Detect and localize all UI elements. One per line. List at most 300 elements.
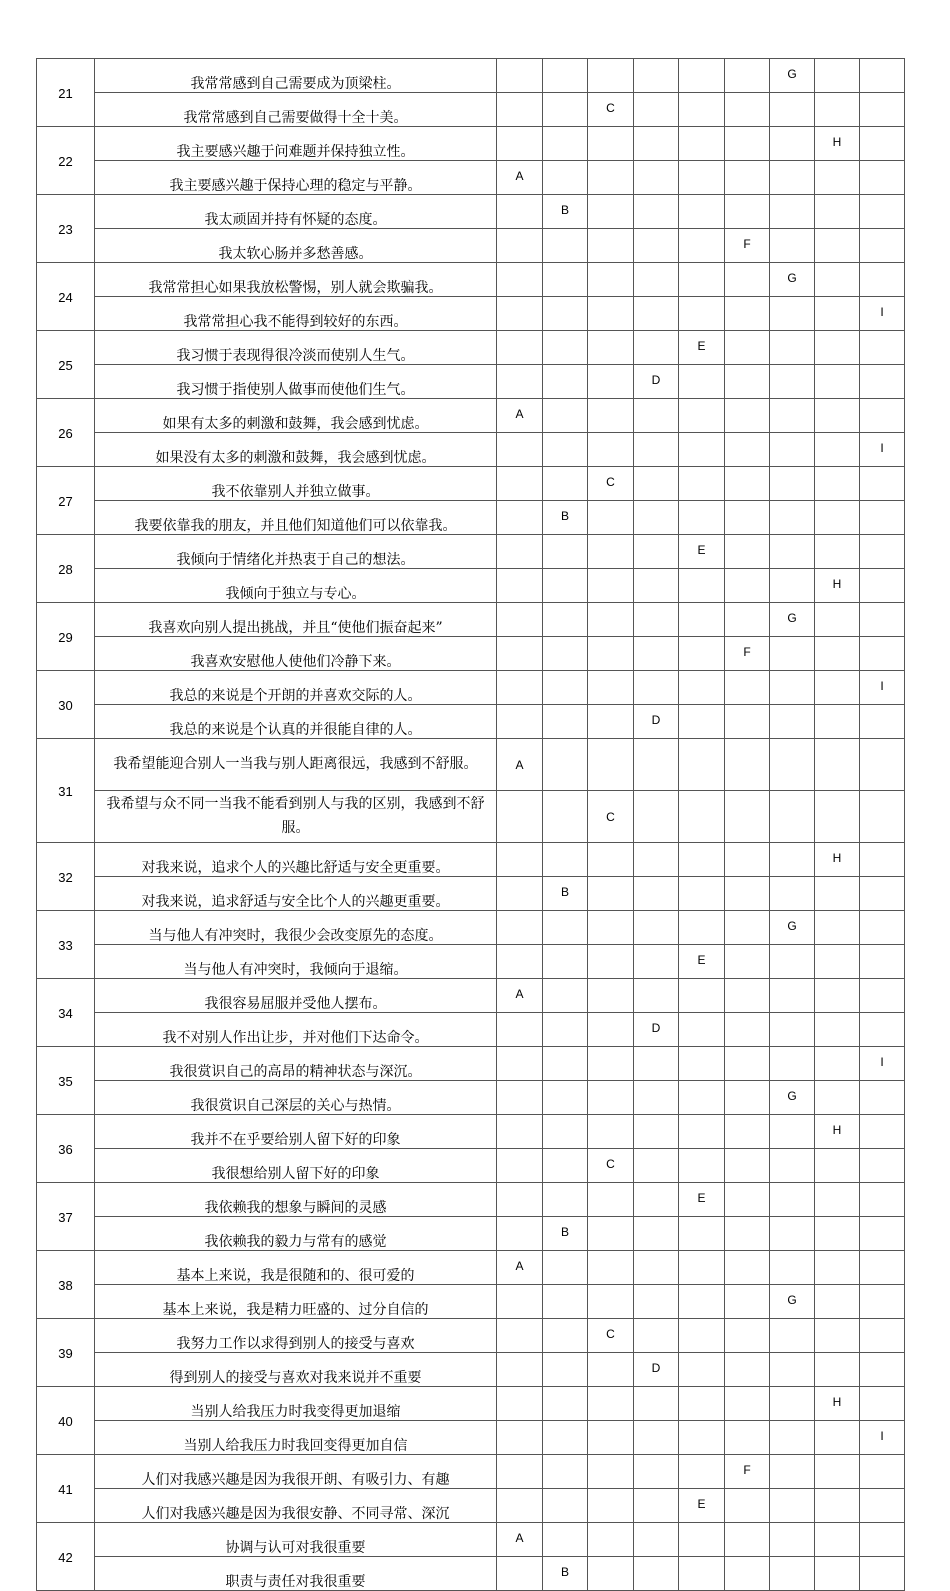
empty-cell	[588, 1455, 634, 1489]
empty-cell	[634, 467, 679, 501]
type-mark: A	[497, 161, 543, 195]
empty-cell	[543, 705, 588, 739]
empty-cell	[725, 535, 770, 569]
table-row	[37, 705, 905, 739]
empty-cell	[815, 331, 860, 365]
empty-cell	[588, 365, 634, 399]
empty-cell	[860, 1217, 905, 1251]
statement-text: 我习惯于指使别人做事而使他们生气。	[95, 365, 497, 399]
type-mark: I	[860, 1421, 905, 1455]
item-number: 30	[37, 671, 95, 739]
empty-cell	[679, 877, 725, 911]
empty-cell	[588, 671, 634, 705]
statement-text: 得到别人的接受与喜欢对我来说并不重要	[95, 1353, 497, 1387]
type-mark: D	[634, 705, 679, 739]
empty-cell	[634, 671, 679, 705]
empty-cell	[770, 195, 815, 229]
empty-cell	[725, 467, 770, 501]
statement-text: 我很赏识自己深层的关心与热情。	[95, 1081, 497, 1115]
empty-cell	[815, 1149, 860, 1183]
table-row	[37, 365, 905, 399]
empty-cell	[543, 161, 588, 195]
item-number: 36	[37, 1115, 95, 1183]
type-mark: F	[725, 637, 770, 671]
table-row	[37, 229, 905, 263]
type-mark: I	[860, 671, 905, 705]
empty-cell	[634, 1489, 679, 1523]
empty-cell	[725, 331, 770, 365]
table-row	[37, 739, 905, 791]
empty-cell	[679, 1047, 725, 1081]
empty-cell	[770, 399, 815, 433]
table-row	[37, 195, 905, 229]
empty-cell	[860, 1557, 905, 1591]
empty-cell	[543, 297, 588, 331]
empty-cell	[497, 297, 543, 331]
table-row	[37, 331, 905, 365]
statement-text: 当与他人有冲突时，我很少会改变原先的态度。	[95, 911, 497, 945]
empty-cell	[679, 161, 725, 195]
empty-cell	[679, 979, 725, 1013]
statement-text: 当别人给我压力时我变得更加退缩	[95, 1387, 497, 1421]
statement-text: 我倾向于独立与专心。	[95, 569, 497, 603]
empty-cell	[770, 1251, 815, 1285]
statement-text: 对我来说，追求个人的兴趣比舒适与安全更重要。	[95, 843, 497, 877]
item-number: 23	[37, 195, 95, 263]
empty-cell	[815, 535, 860, 569]
table-row	[37, 979, 905, 1013]
empty-cell	[725, 365, 770, 399]
empty-cell	[634, 1455, 679, 1489]
empty-cell	[725, 1489, 770, 1523]
empty-cell	[679, 1013, 725, 1047]
empty-cell	[543, 331, 588, 365]
table-row	[37, 433, 905, 467]
table-row	[37, 59, 905, 93]
empty-cell	[543, 739, 588, 791]
empty-cell	[588, 433, 634, 467]
empty-cell	[815, 1013, 860, 1047]
empty-cell	[815, 365, 860, 399]
empty-cell	[860, 1319, 905, 1353]
statement-text: 协调与认可对我很重要	[95, 1523, 497, 1557]
empty-cell	[770, 161, 815, 195]
empty-cell	[679, 1251, 725, 1285]
empty-cell	[770, 297, 815, 331]
empty-cell	[815, 1217, 860, 1251]
empty-cell	[860, 1013, 905, 1047]
empty-cell	[770, 1455, 815, 1489]
empty-cell	[815, 877, 860, 911]
table-row	[37, 1251, 905, 1285]
table-row	[37, 877, 905, 911]
statement-text: 如果有太多的刺激和鼓舞，我会感到忧虑。	[95, 399, 497, 433]
empty-cell	[815, 1353, 860, 1387]
empty-cell	[588, 1523, 634, 1557]
type-mark: A	[497, 1523, 543, 1557]
type-mark: C	[588, 1319, 634, 1353]
empty-cell	[497, 263, 543, 297]
table-row	[37, 1421, 905, 1455]
type-mark: A	[497, 1251, 543, 1285]
empty-cell	[860, 979, 905, 1013]
empty-cell	[497, 911, 543, 945]
empty-cell	[860, 127, 905, 161]
item-number: 37	[37, 1183, 95, 1251]
type-mark: D	[634, 1013, 679, 1047]
statement-text: 我主要感兴趣于保持心理的稳定与平静。	[95, 161, 497, 195]
empty-cell	[679, 399, 725, 433]
empty-cell	[770, 705, 815, 739]
empty-cell	[770, 1319, 815, 1353]
table-row	[37, 1081, 905, 1115]
empty-cell	[588, 263, 634, 297]
empty-cell	[725, 705, 770, 739]
empty-cell	[497, 331, 543, 365]
empty-cell	[497, 59, 543, 93]
empty-cell	[725, 127, 770, 161]
empty-cell	[679, 1353, 725, 1387]
type-mark: C	[588, 93, 634, 127]
empty-cell	[725, 1523, 770, 1557]
empty-cell	[634, 791, 679, 843]
empty-cell	[770, 331, 815, 365]
empty-cell	[679, 297, 725, 331]
empty-cell	[815, 59, 860, 93]
table-row	[37, 1353, 905, 1387]
empty-cell	[770, 1523, 815, 1557]
table-row	[37, 1217, 905, 1251]
empty-cell	[543, 791, 588, 843]
empty-cell	[679, 1557, 725, 1591]
empty-cell	[725, 877, 770, 911]
item-number: 24	[37, 263, 95, 331]
table-row	[37, 1489, 905, 1523]
empty-cell	[815, 229, 860, 263]
empty-cell	[497, 945, 543, 979]
empty-cell	[634, 1523, 679, 1557]
empty-cell	[815, 603, 860, 637]
empty-cell	[860, 195, 905, 229]
empty-cell	[679, 637, 725, 671]
empty-cell	[588, 127, 634, 161]
questionnaire-table	[36, 58, 905, 1591]
statement-text: 如果没有太多的刺激和鼓舞，我会感到忧虑。	[95, 433, 497, 467]
empty-cell	[543, 1455, 588, 1489]
empty-cell	[634, 535, 679, 569]
empty-cell	[860, 229, 905, 263]
item-number: 26	[37, 399, 95, 467]
item-number: 33	[37, 911, 95, 979]
empty-cell	[860, 1523, 905, 1557]
empty-cell	[543, 1319, 588, 1353]
empty-cell	[770, 1421, 815, 1455]
empty-cell	[543, 1149, 588, 1183]
empty-cell	[860, 93, 905, 127]
empty-cell	[770, 501, 815, 535]
empty-cell	[860, 399, 905, 433]
empty-cell	[497, 705, 543, 739]
empty-cell	[725, 1387, 770, 1421]
table-row	[37, 911, 905, 945]
empty-cell	[725, 945, 770, 979]
type-mark: A	[497, 399, 543, 433]
statement-text: 当与他人有冲突时，我倾向于退缩。	[95, 945, 497, 979]
empty-cell	[725, 1251, 770, 1285]
type-mark: G	[770, 1081, 815, 1115]
type-mark: D	[634, 365, 679, 399]
empty-cell	[860, 59, 905, 93]
item-number: 21	[37, 59, 95, 127]
empty-cell	[860, 1387, 905, 1421]
empty-cell	[497, 501, 543, 535]
item-number: 29	[37, 603, 95, 671]
empty-cell	[725, 979, 770, 1013]
empty-cell	[725, 161, 770, 195]
empty-cell	[725, 739, 770, 791]
empty-cell	[860, 603, 905, 637]
empty-cell	[860, 637, 905, 671]
empty-cell	[634, 1115, 679, 1149]
type-mark: B	[543, 501, 588, 535]
table-row	[37, 1285, 905, 1319]
empty-cell	[497, 1013, 543, 1047]
empty-cell	[634, 911, 679, 945]
empty-cell	[634, 297, 679, 331]
empty-cell	[725, 1319, 770, 1353]
empty-cell	[725, 501, 770, 535]
empty-cell	[634, 501, 679, 535]
table-row	[37, 637, 905, 671]
statement-text: 我并不在乎要给别人留下好的印象	[95, 1115, 497, 1149]
empty-cell	[815, 1319, 860, 1353]
empty-cell	[770, 1353, 815, 1387]
table-row	[37, 263, 905, 297]
type-mark: G	[770, 59, 815, 93]
table-row	[37, 1047, 905, 1081]
empty-cell	[815, 501, 860, 535]
empty-cell	[679, 365, 725, 399]
empty-cell	[588, 603, 634, 637]
empty-cell	[634, 739, 679, 791]
empty-cell	[679, 93, 725, 127]
empty-cell	[725, 433, 770, 467]
empty-cell	[588, 569, 634, 603]
empty-cell	[543, 467, 588, 501]
type-mark: D	[634, 1353, 679, 1387]
empty-cell	[679, 1217, 725, 1251]
type-mark: B	[543, 1217, 588, 1251]
empty-cell	[679, 59, 725, 93]
statement-text: 我主要感兴趣于问难题并保持独立性。	[95, 127, 497, 161]
empty-cell	[497, 1149, 543, 1183]
item-number: 27	[37, 467, 95, 535]
empty-cell	[497, 535, 543, 569]
empty-cell	[497, 1557, 543, 1591]
empty-cell	[588, 637, 634, 671]
empty-cell	[497, 1217, 543, 1251]
empty-cell	[860, 161, 905, 195]
item-number: 28	[37, 535, 95, 603]
empty-cell	[588, 297, 634, 331]
empty-cell	[588, 911, 634, 945]
table-row	[37, 501, 905, 535]
empty-cell	[770, 433, 815, 467]
statement-text: 我要依靠我的朋友，并且他们知道他们可以依靠我。	[95, 501, 497, 535]
empty-cell	[725, 1183, 770, 1217]
empty-cell	[543, 1353, 588, 1387]
empty-cell	[543, 843, 588, 877]
empty-cell	[679, 1455, 725, 1489]
empty-cell	[634, 945, 679, 979]
empty-cell	[679, 1421, 725, 1455]
empty-cell	[725, 399, 770, 433]
empty-cell	[679, 433, 725, 467]
empty-cell	[543, 569, 588, 603]
empty-cell	[725, 1115, 770, 1149]
empty-cell	[679, 1523, 725, 1557]
empty-cell	[588, 843, 634, 877]
item-number: 40	[37, 1387, 95, 1455]
empty-cell	[497, 1047, 543, 1081]
empty-cell	[497, 433, 543, 467]
empty-cell	[634, 263, 679, 297]
empty-cell	[725, 1557, 770, 1591]
empty-cell	[543, 229, 588, 263]
empty-cell	[725, 195, 770, 229]
empty-cell	[860, 1251, 905, 1285]
empty-cell	[634, 569, 679, 603]
empty-cell	[588, 1183, 634, 1217]
table-row	[37, 127, 905, 161]
empty-cell	[588, 229, 634, 263]
empty-cell	[634, 1557, 679, 1591]
empty-cell	[497, 127, 543, 161]
empty-cell	[860, 1455, 905, 1489]
empty-cell	[679, 843, 725, 877]
empty-cell	[497, 791, 543, 843]
empty-cell	[634, 399, 679, 433]
empty-cell	[543, 365, 588, 399]
empty-cell	[770, 671, 815, 705]
table-row	[37, 945, 905, 979]
empty-cell	[634, 637, 679, 671]
empty-cell	[815, 467, 860, 501]
empty-cell	[815, 1047, 860, 1081]
type-mark: E	[679, 1183, 725, 1217]
empty-cell	[815, 93, 860, 127]
empty-cell	[588, 1115, 634, 1149]
empty-cell	[770, 1217, 815, 1251]
empty-cell	[679, 911, 725, 945]
empty-cell	[770, 535, 815, 569]
empty-cell	[634, 1217, 679, 1251]
empty-cell	[543, 263, 588, 297]
empty-cell	[815, 1421, 860, 1455]
empty-cell	[770, 945, 815, 979]
statement-text: 对我来说，追求舒适与安全比个人的兴趣更重要。	[95, 877, 497, 911]
empty-cell	[634, 1251, 679, 1285]
empty-cell	[588, 501, 634, 535]
statement-text: 人们对我感兴趣是因为我很安静、不同寻常、深沉	[95, 1489, 497, 1523]
empty-cell	[679, 739, 725, 791]
empty-cell	[543, 1421, 588, 1455]
empty-cell	[860, 705, 905, 739]
empty-cell	[588, 161, 634, 195]
table-row	[37, 1557, 905, 1591]
empty-cell	[679, 195, 725, 229]
empty-cell	[770, 1047, 815, 1081]
empty-cell	[860, 1149, 905, 1183]
empty-cell	[860, 843, 905, 877]
empty-cell	[543, 1013, 588, 1047]
empty-cell	[815, 195, 860, 229]
empty-cell	[725, 791, 770, 843]
empty-cell	[679, 705, 725, 739]
empty-cell	[543, 93, 588, 127]
empty-cell	[588, 1251, 634, 1285]
type-mark: B	[543, 1557, 588, 1591]
empty-cell	[634, 195, 679, 229]
empty-cell	[634, 93, 679, 127]
table-row	[37, 1523, 905, 1557]
type-mark: B	[543, 195, 588, 229]
empty-cell	[497, 569, 543, 603]
empty-cell	[634, 603, 679, 637]
empty-cell	[860, 467, 905, 501]
empty-cell	[815, 1455, 860, 1489]
item-number: 35	[37, 1047, 95, 1115]
empty-cell	[860, 501, 905, 535]
empty-cell	[497, 603, 543, 637]
type-mark: C	[588, 791, 634, 843]
empty-cell	[770, 1557, 815, 1591]
statement-text: 我总的来说是个认真的并很能自律的人。	[95, 705, 497, 739]
empty-cell	[543, 945, 588, 979]
empty-cell	[543, 127, 588, 161]
table-row	[37, 297, 905, 331]
empty-cell	[770, 1183, 815, 1217]
type-mark: G	[770, 263, 815, 297]
statement-text: 我喜欢安慰他人使他们冷静下来。	[95, 637, 497, 671]
empty-cell	[679, 1081, 725, 1115]
empty-cell	[543, 399, 588, 433]
empty-cell	[588, 1557, 634, 1591]
statement-text: 我总的来说是个开朗的并喜欢交际的人。	[95, 671, 497, 705]
empty-cell	[634, 979, 679, 1013]
type-mark: I	[860, 1047, 905, 1081]
item-number: 41	[37, 1455, 95, 1523]
empty-cell	[634, 433, 679, 467]
empty-cell	[497, 877, 543, 911]
item-number: 31	[37, 739, 95, 843]
empty-cell	[588, 195, 634, 229]
type-mark: E	[679, 1489, 725, 1523]
empty-cell	[725, 297, 770, 331]
empty-cell	[679, 1149, 725, 1183]
empty-cell	[725, 1217, 770, 1251]
empty-cell	[679, 603, 725, 637]
statement-text: 我很赏识自己的高昂的精神状态与深沉。	[95, 1047, 497, 1081]
empty-cell	[860, 911, 905, 945]
statement-text: 我常常感到自己需要成为顶梁柱。	[95, 59, 497, 93]
empty-cell	[543, 1047, 588, 1081]
empty-cell	[860, 1353, 905, 1387]
type-mark: G	[770, 1285, 815, 1319]
statement-text: 基本上来说，我是很随和的、很可爱的	[95, 1251, 497, 1285]
empty-cell	[634, 1183, 679, 1217]
empty-cell	[815, 1183, 860, 1217]
